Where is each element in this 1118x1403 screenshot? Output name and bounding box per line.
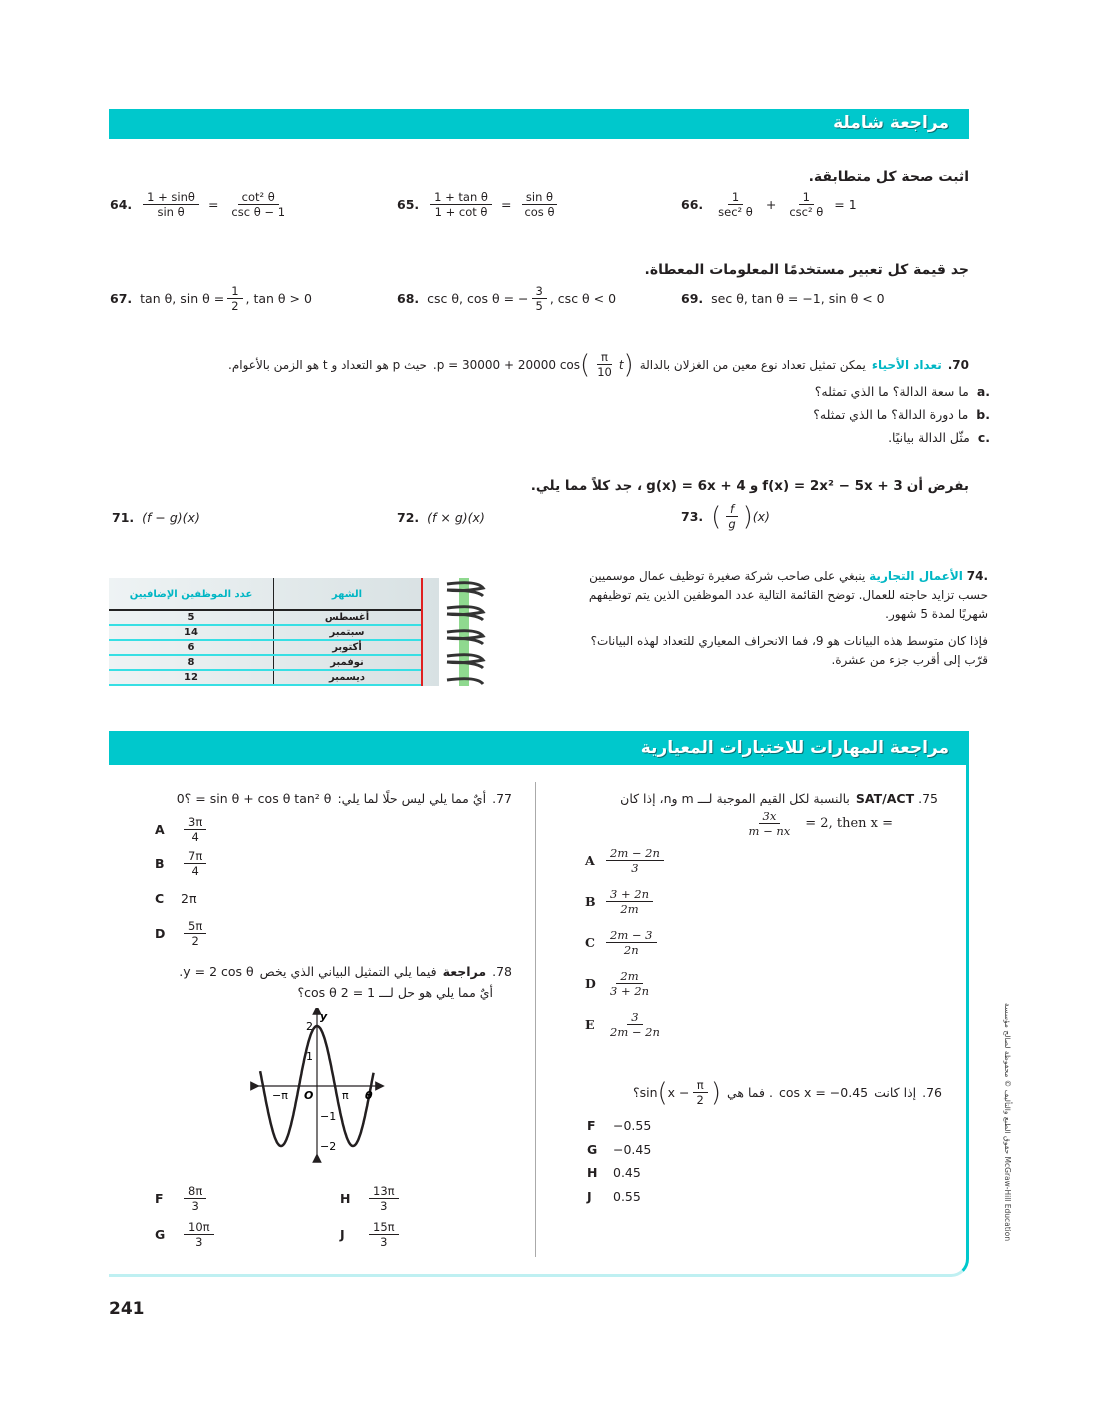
option-d[interactable] (155, 916, 209, 950)
margin-line (421, 578, 423, 686)
problem-75-options (585, 840, 667, 1045)
table-row (109, 640, 421, 655)
text: 3 + 2n (610, 984, 649, 998)
option-b[interactable] (585, 881, 667, 922)
fraction (227, 284, 242, 313)
text: 1 + tan θ (430, 190, 492, 205)
text: فإذا كان متوسط هذه البيانات هو 9، فما الانحراف المعياري للتعداد لهذه البيانات؟ قرّب إلى أقرب جزء من عشرة. (590, 634, 988, 667)
instruction-identities: اثبت صحة كل متطابقة. (808, 169, 969, 185)
text: −0.45 (613, 1141, 652, 1157)
text: J (587, 1188, 592, 1204)
paren: ( (580, 349, 591, 380)
text: 2m − 2n (610, 1025, 660, 1039)
problem-65 (397, 190, 562, 219)
text: ديسمبر (328, 672, 366, 683)
problem-75-equation (742, 809, 893, 838)
instruction-values: جد قيمة كل تعبير مستخدمًا المعلومات المعطاة. (644, 262, 969, 278)
fraction (520, 190, 558, 219)
text: = (207, 197, 219, 212)
page-number: 241 (109, 1299, 145, 1319)
fraction (693, 1078, 708, 1107)
table-row (109, 625, 421, 640)
employees-table (109, 578, 439, 686)
text: D (155, 925, 166, 941)
copyright-container (1002, 1003, 1012, 1283)
text: m − nx (748, 824, 791, 838)
origin-label: O (304, 1089, 314, 1102)
problem-78-options-right (340, 1180, 402, 1252)
problem-75 (620, 791, 938, 806)
text: 2m (620, 902, 639, 916)
text: 13π (369, 1184, 399, 1199)
text: .y = 2 cos θ (179, 964, 254, 979)
fraction (714, 190, 757, 219)
text: 14 (184, 627, 198, 638)
problem-67 (110, 284, 312, 313)
problem-78-options-left (155, 1180, 217, 1252)
text: (f × g)(x) (427, 510, 485, 525)
problem-64 (110, 190, 292, 219)
text: .76 (922, 1085, 942, 1100)
text: 2n (623, 943, 639, 957)
text: أيٌ مما يلي ليس حلًا لما يلي: (337, 791, 487, 806)
table-row (109, 610, 421, 625)
text: بالنسبة لكل القيم الموجبة لـــ m وn، إذا كان (620, 791, 850, 806)
fraction (785, 190, 827, 219)
text: 65. (397, 197, 420, 212)
text: B (155, 855, 165, 871)
text: .p = 30000 + 20000 cos (432, 357, 581, 372)
text: 3 (631, 861, 639, 875)
text: بفرض أن (906, 478, 969, 494)
text: C (585, 935, 595, 950)
fraction (184, 919, 206, 948)
fraction (184, 1220, 214, 1249)
option-c[interactable] (155, 880, 209, 916)
option-g[interactable] (587, 1138, 651, 1162)
option-g[interactable] (155, 1216, 217, 1252)
problem-73 (681, 502, 770, 531)
text: 2π (181, 890, 197, 906)
text: 0.45 (613, 1165, 641, 1181)
section-header-comprehensive-review: مراجعة شاملة (109, 109, 969, 139)
fraction (532, 284, 547, 313)
text: 2m − 2n (606, 846, 664, 861)
text: الأعمال التجارية (869, 569, 963, 583)
part-c (813, 426, 990, 449)
text: H (587, 1165, 598, 1181)
text: , tan θ > 0 (245, 291, 312, 306)
text: H (340, 1190, 351, 1206)
column-divider (535, 782, 536, 1257)
fraction (593, 350, 616, 379)
fraction (606, 846, 664, 875)
text: −0.55 (613, 1118, 652, 1134)
paren: ( (711, 501, 722, 532)
text: 5 (535, 299, 543, 313)
text: 7π (184, 849, 206, 864)
text: G (587, 1141, 598, 1157)
fraction (369, 1220, 399, 1249)
paren: ) (742, 501, 753, 532)
text: cos x = −0.45 (778, 1085, 869, 1100)
text: cos θ (524, 205, 555, 219)
problem-70-parts (813, 380, 990, 449)
text: 3 (627, 1010, 642, 1025)
problem-74 (578, 567, 988, 670)
text: .70 (947, 357, 969, 372)
text: = 1 (834, 197, 857, 212)
text: .c (977, 430, 990, 445)
fraction (184, 815, 206, 844)
text: F (155, 1190, 164, 1206)
text: (x) (752, 509, 770, 524)
text: 2 (231, 299, 239, 313)
problem-69 (681, 291, 885, 306)
text: csc² θ (789, 205, 824, 219)
text: G (155, 1226, 166, 1242)
text: 67. (110, 291, 133, 306)
text: 66. (681, 197, 704, 212)
section-header-standardized-test: مراجعة المهارات للاختبارات المعيارية (109, 731, 969, 765)
text: و (749, 478, 759, 494)
text: 68. (397, 291, 420, 306)
text: (f − g)(x) (142, 510, 200, 525)
fraction (745, 809, 795, 838)
text: نوفمبر (330, 657, 364, 668)
fraction (606, 928, 657, 957)
text: SAT/ACT (855, 791, 915, 806)
text: 4 (191, 863, 199, 878)
option-f[interactable] (587, 1114, 651, 1138)
option-h[interactable] (587, 1161, 651, 1185)
text: حيث p هو التعداد و t هو الزمن بالأعوام. (228, 357, 427, 372)
problem-71 (112, 510, 200, 525)
text: 3 (532, 284, 547, 299)
text: 5 (187, 612, 195, 623)
text: A (585, 853, 595, 868)
text: 3 (195, 1234, 203, 1249)
cosine-graph (250, 1008, 385, 1163)
option-b[interactable] (155, 846, 209, 880)
paren: ) (710, 1077, 722, 1108)
text: g(x) = 6x + 4 (646, 478, 746, 494)
fraction (143, 190, 199, 219)
text: f(x) = 2x² − 5x + 3 (762, 478, 903, 494)
text: E (585, 1017, 595, 1032)
problem-number: 64. (110, 197, 133, 212)
text: = (500, 197, 512, 212)
problem-78-line2: أيٌ مما يلي هو حل لـــ 1 = 2 cos θ؟ (297, 985, 493, 1000)
problem-76 (633, 1078, 942, 1107)
text: 2m − 3 (606, 928, 657, 943)
tick-y: −2 (320, 1140, 337, 1153)
text: يمكن تمثيل تعداد نوع معين من الغزلان بالدالة (639, 357, 866, 372)
text: .77 (492, 791, 512, 806)
option-a[interactable] (585, 840, 667, 881)
text: .74 (966, 569, 988, 583)
option-f[interactable] (155, 1180, 217, 1216)
text: 8 (187, 657, 195, 668)
problem-68 (397, 284, 616, 313)
text: B (585, 894, 596, 909)
part-b (813, 403, 990, 426)
option-j[interactable] (587, 1185, 651, 1209)
text: تعداد الأحياء (871, 357, 942, 372)
table-header-month: الشهر (331, 589, 363, 600)
text: 71. (112, 510, 135, 525)
fraction (606, 887, 653, 916)
text: مراجعة (442, 964, 487, 979)
text: ما سعة الدالة؟ ما الذي تمثله؟ (814, 384, 969, 399)
fraction (369, 1184, 399, 1213)
problem-78 (179, 964, 512, 979)
table-row (109, 655, 421, 670)
text: 3 (380, 1198, 388, 1213)
text: sec² θ (718, 205, 753, 219)
option-j[interactable] (340, 1216, 402, 1252)
text: 3x (759, 809, 781, 824)
text: tan θ, sin θ = (140, 291, 225, 306)
text: sin θ (157, 205, 185, 219)
fraction (430, 190, 492, 219)
problem-77 (177, 791, 512, 806)
text: 1 (728, 190, 743, 205)
text: ؟sin (632, 1085, 658, 1100)
text: 10 (597, 365, 612, 379)
text: مثّل الدالة بيانيًا. (888, 430, 970, 445)
instruction-71-73 (531, 478, 969, 494)
tick-x: −π (272, 1089, 288, 1102)
text: 3 + 2n (606, 887, 653, 902)
text: csc θ, cos θ = − (427, 291, 529, 306)
text: سبتمبر (329, 627, 365, 638)
text: ينبغي على صاحب شركة صغيرة توظيف عمال موسميين حسب تزايد حاجته للعمال. توضح القائمة التالية عدد الموظفين الذين يتم توظيفهم شهريًا لمدة 5 شهور. (588, 569, 988, 621)
text: sin θ (522, 190, 557, 205)
text: 1 (799, 190, 814, 205)
text: F (587, 1118, 596, 1134)
fraction (606, 1010, 664, 1039)
part-a (813, 380, 990, 403)
text: f (726, 502, 738, 517)
text: π (693, 1078, 708, 1093)
text: 1 + cot θ (434, 205, 488, 219)
text: 8π (184, 1184, 206, 1199)
text: 1 (227, 284, 242, 299)
text: 3π (184, 815, 206, 830)
problem-77-options (155, 812, 209, 950)
text: 2 (696, 1093, 704, 1107)
text: فيما يلي التمثيل البياني الذي يخص (259, 964, 437, 979)
section-frame (109, 765, 969, 1277)
text: .78 (492, 964, 512, 979)
problem-76-options (587, 1114, 651, 1208)
fraction (606, 969, 653, 998)
text: J (340, 1226, 345, 1242)
table-header-count: عدد الموظفين الإضافيين (129, 589, 253, 600)
problem-66 (681, 190, 857, 219)
text: = 2, then x = (805, 816, 893, 831)
text: 6 (187, 642, 195, 653)
text: 69. (681, 291, 704, 306)
text: .b (976, 407, 990, 422)
text: D (585, 976, 596, 991)
text: 5π (184, 919, 206, 934)
problem-70 (228, 350, 969, 379)
copyright: حقوق الطبع والتأليف © محفوظة لصالح مؤسسة McGraw-Hill Education (1003, 1003, 1012, 1242)
text: ما دورة الدالة؟ ما الذي تمثله؟ (813, 407, 969, 422)
text: 2m (616, 969, 642, 984)
option-h[interactable] (340, 1180, 402, 1216)
tick-y: 2 (306, 1020, 313, 1033)
text: g (728, 517, 736, 531)
tick-y: 1 (306, 1050, 313, 1063)
text: 12 (184, 672, 198, 683)
text: + (765, 197, 777, 212)
tick-x: π (342, 1089, 349, 1102)
text: 1 + sinθ (143, 190, 199, 205)
fraction (184, 849, 206, 878)
notebook-spiral-icon (443, 578, 493, 686)
text: ؟0 = sin θ + cos θ tan² θ (176, 791, 332, 806)
paren: ( (657, 1077, 668, 1108)
text: 3 (191, 1198, 199, 1213)
option-e[interactable] (585, 1004, 667, 1045)
text: , csc θ < 0 (549, 291, 617, 306)
text: 0.55 (613, 1188, 641, 1204)
text: C (155, 890, 165, 906)
text: .a (976, 384, 990, 399)
fraction (227, 190, 289, 219)
x-axis-label: θ (365, 1089, 373, 1102)
option-c[interactable] (585, 922, 667, 963)
text: أغسطس (324, 612, 370, 623)
text: 2 (191, 933, 199, 948)
option-a[interactable] (155, 812, 209, 846)
text: csc θ − 1 (231, 205, 286, 219)
fraction (724, 502, 739, 531)
text: 15π (369, 1220, 399, 1235)
text: π (597, 350, 612, 365)
tick-y: −1 (320, 1110, 337, 1123)
text: أكتوبر (332, 642, 362, 653)
text: . فما هي (727, 1085, 773, 1100)
text: 10π (184, 1220, 214, 1235)
text: x − (667, 1085, 690, 1100)
text: sec θ, tan θ = −1, sin θ < 0 (711, 291, 885, 306)
text: 3 (380, 1234, 388, 1249)
text: 4 (191, 829, 199, 844)
text: ، جد كلاً مما يلي. (530, 478, 643, 494)
option-d[interactable] (585, 963, 667, 1004)
text: t (618, 357, 624, 372)
paren: ) (623, 349, 634, 380)
problem-72 (397, 510, 485, 525)
y-axis-label: y (320, 1010, 328, 1023)
text: 72. (397, 510, 420, 525)
text: A (155, 821, 165, 837)
text: إذا كانت (874, 1085, 917, 1100)
table-row (109, 670, 421, 685)
text: .75 (918, 791, 938, 806)
fraction (184, 1184, 206, 1213)
text: 73. (681, 509, 704, 524)
text: cot² θ (238, 190, 279, 205)
